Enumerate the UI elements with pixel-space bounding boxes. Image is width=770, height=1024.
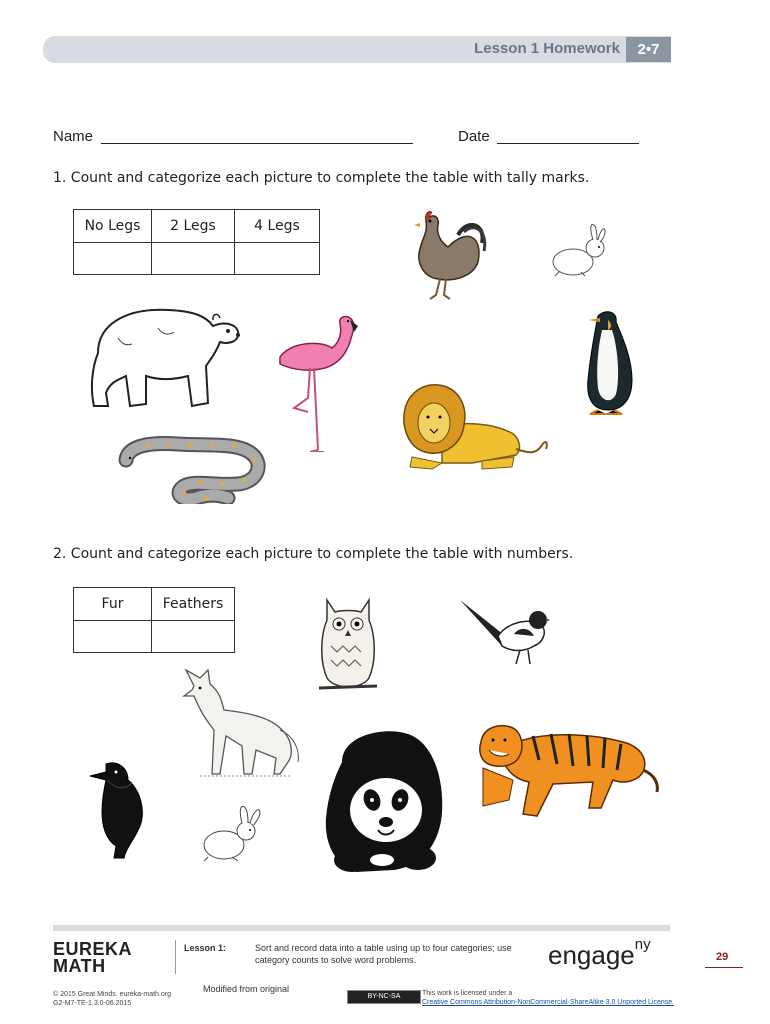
copyright: © 2015 Great Minds. eureka-math.org	[53, 991, 171, 998]
table-cell[interactable]	[74, 243, 152, 275]
lesson-label: Lesson 1:	[184, 943, 227, 953]
footer-bar	[53, 925, 670, 931]
page-number: 29	[716, 951, 729, 963]
table-cell[interactable]	[235, 243, 320, 275]
table-header: No Legs	[74, 210, 152, 243]
lesson-desc-line1: Sort and record data into a table using up to four categories; use	[255, 943, 512, 953]
engage-text: engage	[548, 940, 635, 970]
crow-image	[84, 760, 152, 860]
table-cell[interactable]	[152, 243, 235, 275]
document-code: G2-M7-TE-1.3.0-06.2015	[53, 1000, 132, 1007]
lion-image	[402, 383, 550, 473]
polar-bear-image	[88, 298, 246, 416]
magpie-image	[458, 596, 550, 668]
modified-note: Modified from original	[203, 984, 290, 994]
engage-sup: ny	[634, 936, 651, 953]
problem2-table	[73, 587, 235, 653]
lesson-title: Lesson 1 Homework	[474, 40, 620, 57]
owl-image	[313, 590, 383, 696]
table-cell[interactable]	[74, 621, 152, 653]
page-number-underline	[705, 967, 743, 968]
problem2-prompt: 2. Count and categorize each picture to complete the table with numbers.	[53, 546, 574, 562]
table-cell[interactable]	[152, 621, 235, 653]
problem1-prompt: 1. Count and categorize each picture to complete the table with tally marks.	[53, 170, 590, 186]
name-label: Name	[53, 128, 94, 145]
brand-line2: MATH	[53, 956, 106, 976]
table-header: 4 Legs	[235, 210, 320, 243]
grade-badge: 2•7	[626, 37, 671, 62]
penguin-image	[578, 308, 640, 416]
problem1-table	[73, 209, 320, 275]
name-field[interactable]	[101, 143, 413, 144]
snake-image	[118, 432, 266, 504]
rabbit-image	[198, 801, 266, 863]
eureka-math-logo	[53, 941, 132, 975]
cc-license-badge: BY-NC-SA	[347, 990, 421, 1004]
panda-image	[322, 726, 444, 874]
rabbit-image	[545, 222, 615, 280]
engageny-logo	[548, 936, 651, 971]
license-text: This work is licensed under a	[422, 990, 513, 997]
tiger-image	[473, 720, 661, 820]
footer-divider	[175, 940, 176, 974]
date-label: Date	[458, 128, 490, 145]
brand-line1: EUREKA	[53, 939, 133, 959]
table-header: Feathers	[152, 588, 235, 621]
lesson-desc-line2: category counts to solve word problems.	[255, 955, 417, 965]
rooster-image	[398, 207, 488, 302]
table-header: 2 Legs	[152, 210, 235, 243]
table-header: Fur	[74, 588, 152, 621]
flamingo-image	[270, 312, 365, 452]
license-link[interactable]: Creative Commons Attribution-NonCommercial-ShareAlike 3.0 Unported License.	[422, 999, 675, 1006]
date-field[interactable]	[497, 143, 639, 144]
coyote-image	[180, 666, 302, 778]
